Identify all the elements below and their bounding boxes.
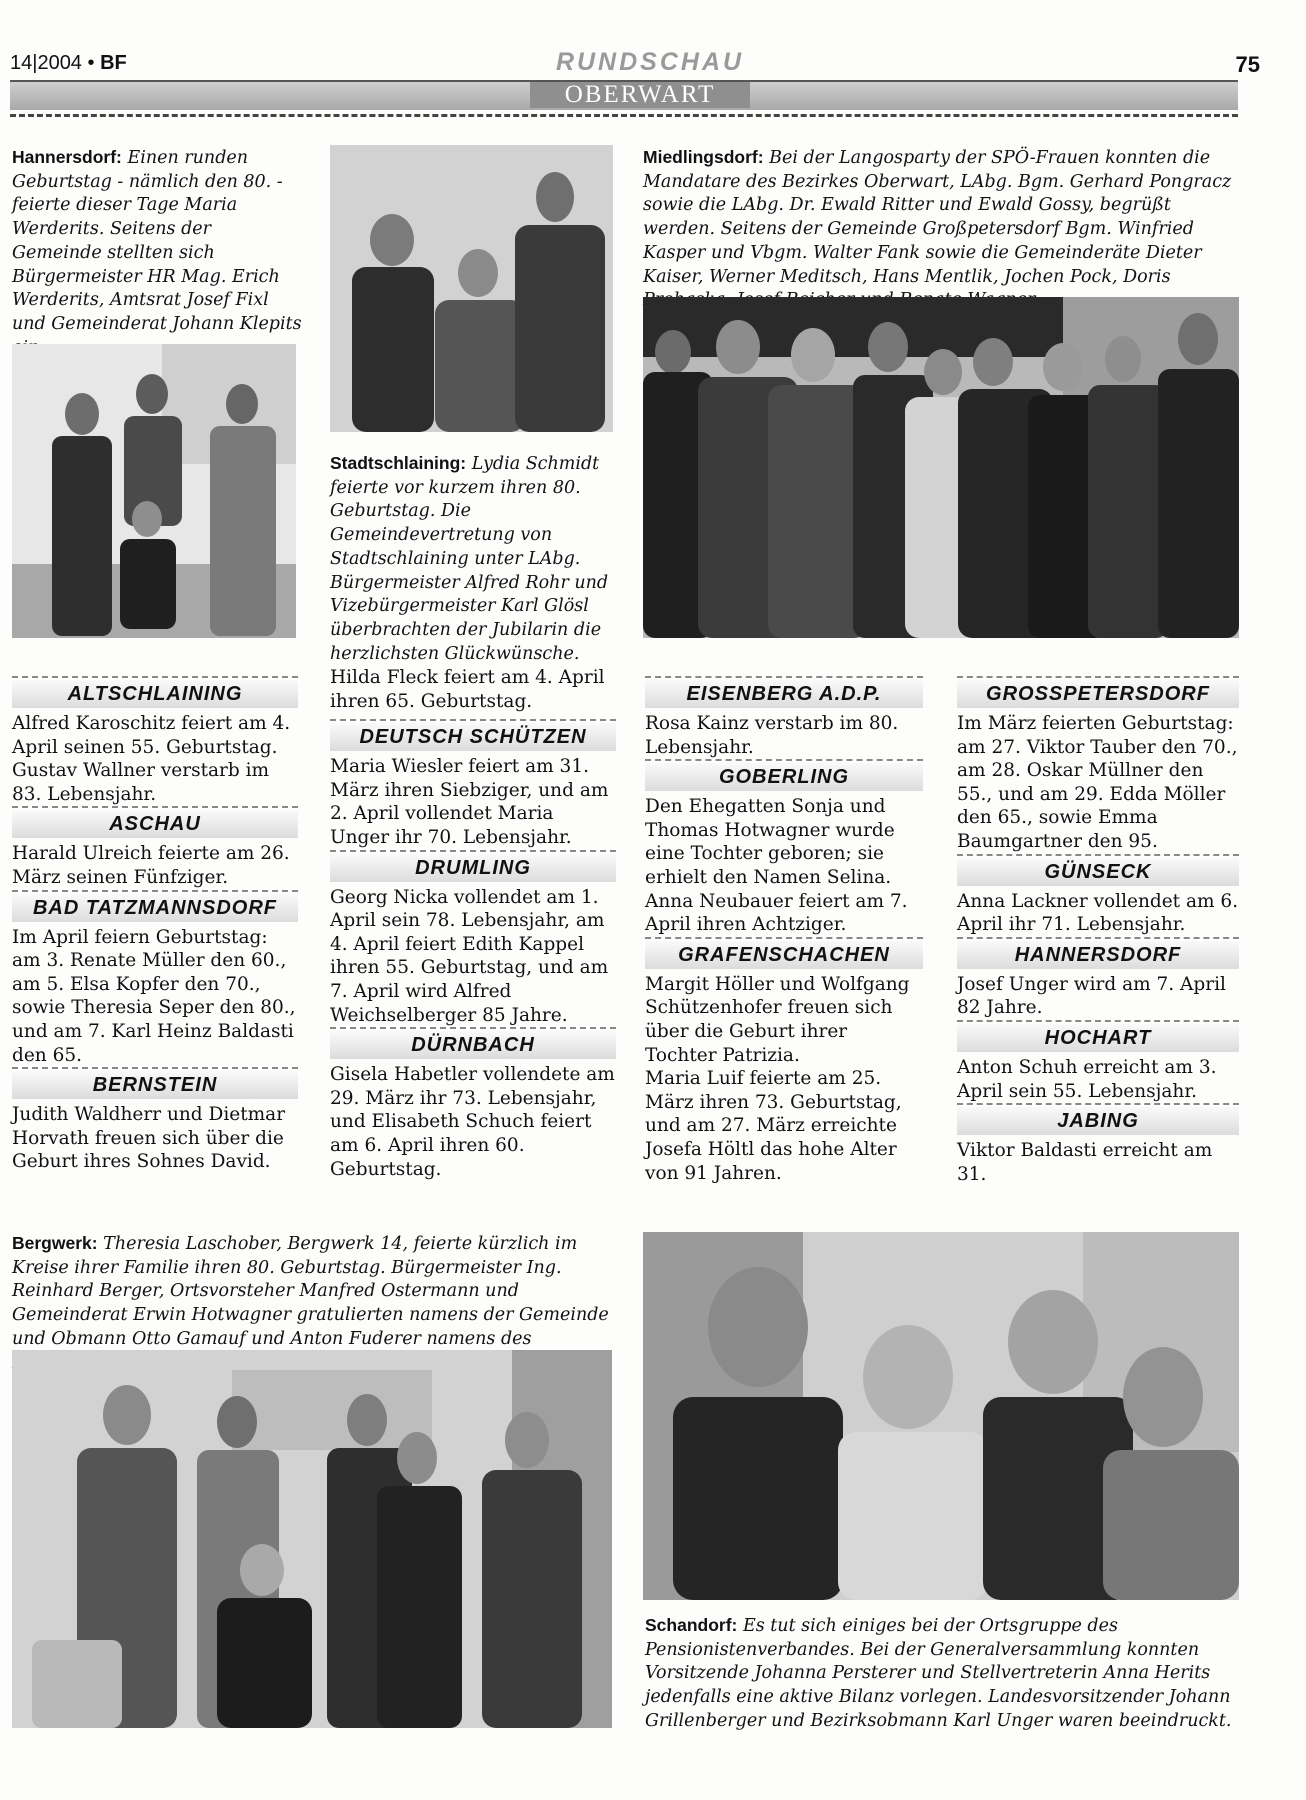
news-column-1 bbox=[12, 676, 298, 1174]
news-section bbox=[330, 719, 616, 849]
news-section bbox=[330, 850, 616, 1028]
news-item: Josef Unger wird am 7. April 82 Jahre. bbox=[957, 973, 1226, 1019]
news-section bbox=[957, 854, 1239, 937]
section-heading: GÜNSECK bbox=[957, 858, 1239, 886]
section-heading: GRAFENSCHACHEN bbox=[645, 941, 923, 969]
news-section bbox=[12, 1067, 298, 1174]
section-heading: HANNERSDORF bbox=[957, 941, 1239, 969]
section-rule bbox=[957, 1020, 1239, 1022]
news-item: Anton Schuh erreicht am 3. April sein 55. Lebensjahr. bbox=[957, 1056, 1217, 1102]
section-rule bbox=[645, 937, 923, 939]
issue-number: 14|2004 • bbox=[10, 52, 95, 74]
caption-place: Schandorf: bbox=[645, 1615, 738, 1635]
section-rule bbox=[12, 890, 298, 892]
photo-hannersdorf bbox=[12, 344, 296, 638]
photo-bergwerk bbox=[12, 1350, 612, 1728]
news-item: Im März feierten Geburtstag: am 27. Viktor Tauber den 70., am 28. Oskar Müllner den 55., und am 29. Edda Möller den 65., sowie Emma Baumgartner den 95. bbox=[957, 713, 1238, 852]
section-heading: DEUTSCH SCHÜTZEN bbox=[330, 723, 616, 751]
issue-label bbox=[10, 52, 127, 75]
news-item: Den Ehegatten Sonja und Thomas Hotwagner wurde eine Tochter geboren; sie erhielt den Namen Selina. bbox=[645, 796, 895, 888]
section-rule bbox=[330, 850, 616, 852]
caption-schandorf bbox=[645, 1614, 1239, 1734]
section-heading: EISENBERG A.D.P. bbox=[645, 680, 923, 708]
news-item: Hilda Fleck feiert am 4. April ihren 65. Geburtstag. bbox=[330, 667, 605, 712]
section-rule bbox=[957, 937, 1239, 939]
caption-place: Hannersdorf: bbox=[12, 147, 122, 167]
news-section bbox=[12, 890, 298, 1068]
news-section bbox=[12, 676, 298, 806]
section-heading: GOBERLING bbox=[645, 763, 923, 791]
caption-place: Miedlingsdorf: bbox=[643, 147, 764, 167]
section-heading: BAD TATZMANNSDORF bbox=[12, 894, 298, 922]
news-item: Margit Höller und Wolfgang Schützenhofer freuen sich über die Geburt ihrer Tochter Patrizia. bbox=[645, 973, 910, 1066]
section-rule bbox=[330, 719, 616, 721]
caption-text: Es tut sich einiges bei der Ortsgruppe des Pensionistenverbandes. Bei der Generalversammlung konnten Vorsitzende Johanna Persterer und Stellvertreterin Anna Herits jedenfalls eine aktive Bilanz vorlegen. Landesvorsitzender Johann Grillenberger und Bezirksobmann Karl Unger waren beeindruckt. bbox=[645, 1616, 1232, 1731]
section-title: OBERWART bbox=[530, 82, 750, 108]
header-divider bbox=[10, 114, 1238, 117]
section-heading: ALTSCHLAINING bbox=[12, 680, 298, 708]
caption-text: Einen runden Geburtstag - nämlich den 80. - feierte dieser Tage Maria Werderits. Seitens der Gemeinde stellten sich Bürgermeister HR Mag. Erich Werderits, Amtsrat Josef Fixl und Gemeinderat Johann Klepits bbox=[12, 148, 302, 334]
news-section bbox=[645, 676, 923, 759]
news-section bbox=[12, 806, 298, 889]
news-item: Harald Ulreich feierte am 26. März seinen Fünfziger. bbox=[12, 843, 290, 888]
photo-schandorf bbox=[643, 1232, 1239, 1600]
news-item: Maria Wiesler feiert am 31. März ihren Siebziger, und am 2. April vollendet Maria Unger ihr 70. Lebensjahr. bbox=[330, 756, 609, 848]
news-item: Gisela Habetler vollendete am 29. März ihr 73. Lebensjahr, und Elisabeth Schuch feiert am 6. April ihren 60. Geburtstag. bbox=[330, 1064, 615, 1180]
caption-text: Bei der Langosparty der SPÖ-Frauen konnten die Mandatare des Bezirkes Oberwart, LAbg. Bgm. Gerhard Pongracz sowie die LAbg. Dr. Ewald Ritter und Ewald Gossy, begrüßt werden. Seitens der Gemeinde Großpetersdorf Bgm. Winfried Kasper und Vbgm. Walter Fank sowie die Gemeinderäte Dieter Kaiser, Werner Meditsch, Hans Mentlik, Jochen Pock, Doris bbox=[643, 148, 1232, 287]
caption-text: Lydia Schmidt feierte vor kurzem ihren 80. Geburtstag. Die Gemeindevertretung von Stadtschlaining unter LAbg. Bürgermeister Alfred Rohr und Vizebürgermeister Karl Glösl überbrachten der Jubilarin die herzlichsten Glückwünsche. bbox=[330, 454, 609, 664]
news-column-4 bbox=[957, 676, 1239, 1186]
caption-text: Theresia Laschober, Bergwerk 14, feierte kürzlich im Kreise ihrer Familie ihren 80. Geburtstag. Bürgermeister Ing. Reinhard Berger, Ortsvorsteher Manfred Ostermann und Gemeinderat Erwin Hotwagner gratulierten namens der Gemeinde und Obmann Otto Gamauf und Anton Fuderer namens des bbox=[12, 1234, 609, 1349]
caption-miedlingsdorf bbox=[643, 146, 1239, 313]
news-section bbox=[645, 759, 923, 937]
caption-stadtschlaining bbox=[330, 452, 622, 666]
section-heading: DRUMLING bbox=[330, 854, 616, 882]
news-section bbox=[645, 937, 923, 1185]
news-item: Georg Nicka vollendet am 1. April sein 78. Lebensjahr, am 4. April feiert Edith Kappel ihren 55. Geburtstag, und am 7. April wird Alfred Weichselberger 85 Jahre. bbox=[330, 886, 609, 1026]
news-item: Maria Luif feierte am 25. März ihren 73. Geburtstag, und am 27. März erreichte Josefa Höltl das hohe Alter von 91 Jahren. bbox=[645, 1068, 902, 1184]
news-item: Rosa Kainz verstarb im 80. Lebensjahr. bbox=[645, 713, 899, 758]
news-column-2 bbox=[330, 666, 616, 1181]
caption-place: Bergwerk: bbox=[12, 1233, 98, 1253]
section-rule bbox=[957, 854, 1239, 856]
news-item: Anna Lackner vollendet am 6. April ihr 71. Lebensjahr. bbox=[957, 890, 1239, 936]
section-heading: DÜRNBACH bbox=[330, 1031, 616, 1059]
news-section bbox=[957, 1103, 1239, 1186]
section-rule bbox=[957, 676, 1239, 678]
section-rule bbox=[645, 759, 923, 761]
section-rule bbox=[330, 1027, 616, 1029]
news-section bbox=[330, 1027, 616, 1181]
section-heading: BERNSTEIN bbox=[12, 1071, 298, 1099]
caption-hannersdorf bbox=[12, 146, 304, 360]
news-item: Gustav Wallner verstarb im 83. Lebensjahr. bbox=[12, 760, 270, 805]
section-heading: ASCHAU bbox=[12, 810, 298, 838]
page-number: 75 bbox=[1235, 52, 1260, 77]
news-section bbox=[957, 937, 1239, 1020]
news-item: Anna Neubauer feiert am 7. April ihren Achtziger. bbox=[645, 890, 908, 936]
section-rule bbox=[645, 676, 923, 678]
photo-miedlingsdorf bbox=[643, 297, 1239, 638]
news-section bbox=[957, 676, 1239, 854]
news-section bbox=[957, 1020, 1239, 1103]
section-rule bbox=[12, 806, 298, 808]
magazine-title: RUNDSCHAU bbox=[555, 48, 745, 76]
section-heading: JABING bbox=[957, 1107, 1239, 1135]
news-item: Alfred Karoschitz feiert am 4. April seinen 55. Geburtstag. bbox=[12, 713, 291, 758]
section-rule bbox=[12, 676, 298, 678]
news-item: Viktor Baldasti erreicht am 31. bbox=[957, 1140, 1213, 1185]
section-rule bbox=[957, 1103, 1239, 1105]
section-heading: HOCHART bbox=[957, 1024, 1239, 1052]
news-item: Im April feiern Geburtstag: am 3. Renate Müller den 60., am 5. Elsa Kopfer den 70., sowie Theresia Seper den 80., und am 7. Karl Heinz Baldasti den 65. bbox=[12, 926, 296, 1066]
news-item: Judith Waldherr und Dietmar Horvath freuen sich über die Geburt ihres Sohnes David. bbox=[12, 1104, 286, 1173]
brand-label: BF bbox=[100, 52, 127, 74]
section-heading: GROSSPETERSDORF bbox=[957, 680, 1239, 708]
photo-stadtschlaining bbox=[330, 145, 613, 432]
caption-place: Stadtschlaining: bbox=[330, 453, 467, 473]
section-rule bbox=[12, 1067, 298, 1069]
news-column-3 bbox=[645, 676, 923, 1185]
